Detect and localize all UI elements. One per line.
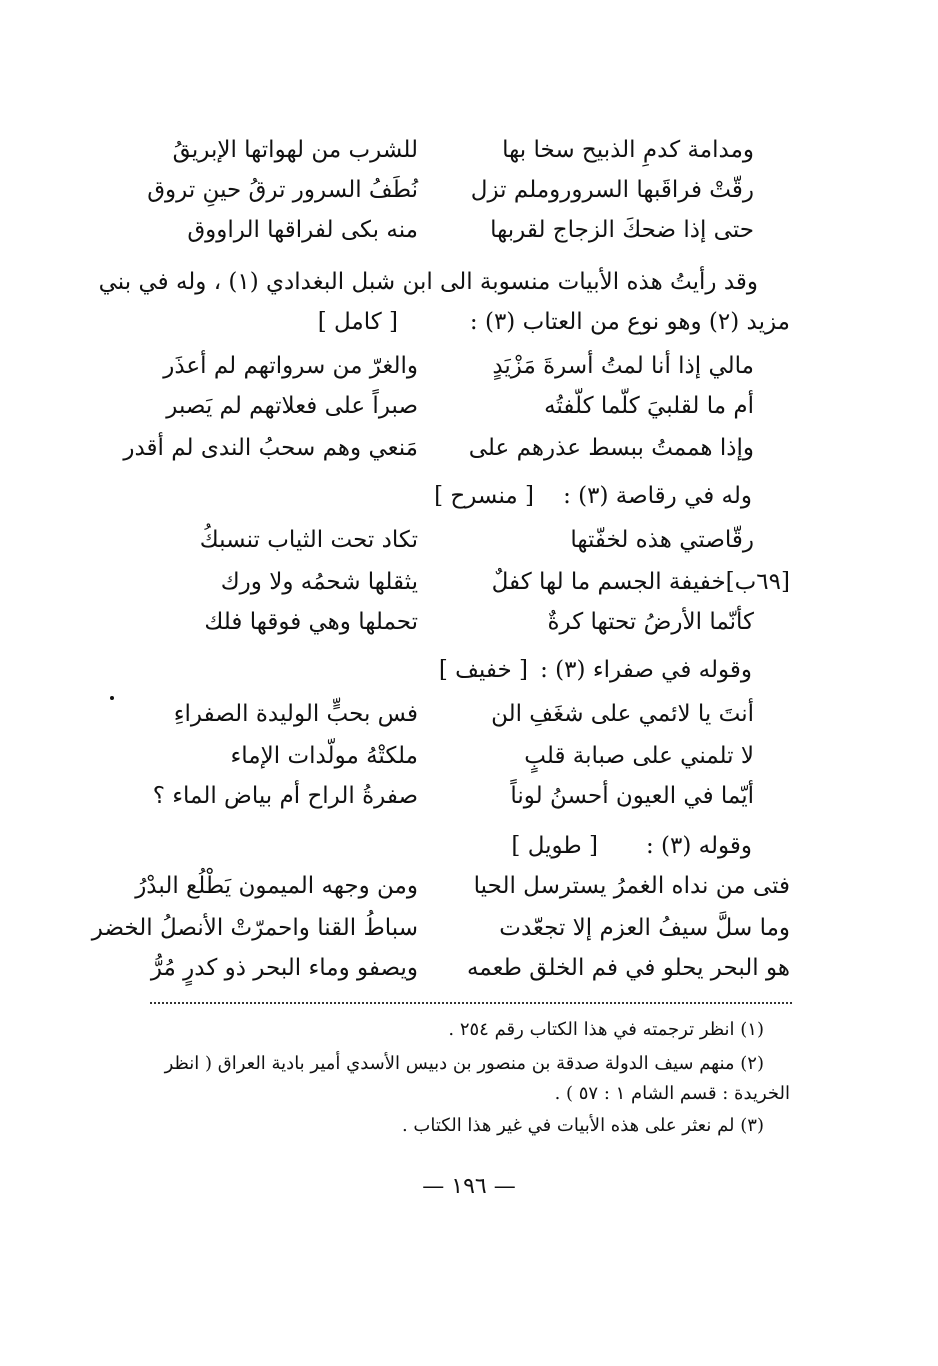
- prose-line: وقد رأيتُ هذه الأبيات منسوبة الى ابن شبل البغدادي (١) ، وله في بني: [98, 269, 758, 295]
- first-hemistich: هو البحر يحلو في فم الخلق طعمه: [466, 955, 790, 981]
- first-hemistich: حتى إذا ضحكَ الزجاج لقربها: [490, 217, 754, 243]
- second-hemistich: للشرب من لهواتها الإبريقُ: [172, 137, 418, 163]
- second-hemistich: ويصفو وماء البحر ذو كدرٍ مُرُّ: [150, 955, 418, 981]
- prose-line: وله في رقاصة (٣) :: [563, 483, 752, 509]
- first-hemistich: [٦٩ب]خفيفة الجسم ما لها كفلٌ: [491, 569, 790, 595]
- first-hemistich: أنتَ يا لائمي على شغَفِ الن: [491, 701, 754, 727]
- second-hemistich: فس بحبٍّ الوليدة الصفراءِ: [173, 701, 418, 727]
- footnote: (٣) لم نعثر على هذه الأبيات في غير هذا الكتاب .: [401, 1115, 764, 1136]
- first-hemistich: وإذا هممتُ ببسط عذرهم على: [468, 435, 754, 461]
- first-hemistich: مالي إذا أنا لمتُ أسرةَ مَزْيَدٍ: [492, 353, 754, 379]
- footnote-separator: [150, 1002, 792, 1004]
- meter-label: [ خفيف ]: [438, 657, 528, 683]
- stray-mark: [110, 696, 114, 700]
- second-hemistich: نُطَفُ السرور ترقُ حينِ تروق: [147, 177, 418, 203]
- verse-line: [91, 908, 790, 948]
- prose-line: وقوله (٣) :: [645, 833, 752, 859]
- verse-line: [118, 210, 790, 250]
- first-hemistich: كأنّما الأرضُ تحتها كرةٌ: [547, 609, 754, 635]
- verse-line: [118, 170, 790, 210]
- verse-line: [118, 428, 790, 468]
- page-number: — ١٩٦ —: [422, 1174, 516, 1199]
- second-hemistich: تحملها وهي فوقها فلك: [204, 609, 418, 635]
- verse-line: [118, 602, 790, 642]
- second-hemistich: والغرّ من سرواتهم لم أعذَر: [163, 353, 418, 379]
- first-hemistich: رقّتْ فراقَبها السروروملم تزل: [470, 177, 754, 203]
- prose-line: مزيد (٢) وهو نوع من العتاب (٣) :: [469, 309, 790, 335]
- first-hemistich: رقّاصتي هذه لخفّتها: [570, 527, 754, 553]
- footnote-continuation: الخريدة : قسم الشام ١ : ٥٧ ) .: [554, 1083, 790, 1104]
- verse-line: [118, 948, 790, 988]
- verse-line: [118, 562, 790, 602]
- verse-line: [118, 736, 790, 776]
- footnote: (١) انظر ترجمته في هذا الكتاب رقم ٢٥٤ .: [448, 1019, 764, 1040]
- first-hemistich: أم ما لقلبيَ كلّما كلّفتُه: [544, 393, 754, 419]
- verse-line: [118, 346, 790, 386]
- second-hemistich: سباطُ القنا واحمرّتْ الأنصلُ الخضر: [91, 915, 418, 941]
- meter-label: [ طويل ]: [511, 833, 598, 859]
- first-hemistich: لا تلمني على صبابة قلبٍ: [524, 743, 754, 769]
- second-hemistich: منه بكى لفراقها الراووق: [187, 217, 418, 243]
- second-hemistich: ومن وجهه الميمون يَطْلُع البدْرُ: [135, 873, 418, 899]
- second-hemistich: مَنعي وهم سحبُ الندى لم أقدر: [123, 435, 418, 461]
- second-hemistich: صبراً على فعلاتهم لم يَصبر: [166, 393, 418, 419]
- verse-line: [118, 776, 790, 816]
- verse-line: [118, 694, 790, 734]
- prose-line: وقوله في صفراء (٣) :: [540, 657, 752, 683]
- verse-line: [118, 866, 790, 906]
- second-hemistich: صفرةُ الراح أم بياض الماء ؟: [152, 783, 418, 809]
- verse-line: [118, 130, 790, 170]
- second-hemistich: تكاد تحت الثياب تنسبكُ: [199, 527, 418, 553]
- second-hemistich: يثقلها شحمُه ولا ورك: [220, 569, 418, 595]
- first-hemistich: ومدامة كدمِ الذبيح سخا بها: [502, 137, 754, 163]
- footnote: (٢) منهم سيف الدولة صدقة بن منصور بن دبيس الأسدي أمير بادية العراق ( انظر: [164, 1053, 764, 1074]
- second-hemistich: ملكتْهُ مولّدات الإماء: [230, 743, 418, 769]
- meter-label: [ منسرح ]: [434, 483, 534, 509]
- meter-label: [ كامل ]: [317, 309, 398, 335]
- first-hemistich: فتى من نداه الغمرُ يسترسل الحيا: [473, 873, 790, 899]
- first-hemistich: وما سلَّ سيفُ العزم إلا تجعّدت: [499, 915, 790, 941]
- verse-line: [118, 386, 790, 426]
- first-hemistich: أيّما في العيون أحسنُ لوناً: [510, 783, 754, 809]
- verse-line: [118, 520, 790, 560]
